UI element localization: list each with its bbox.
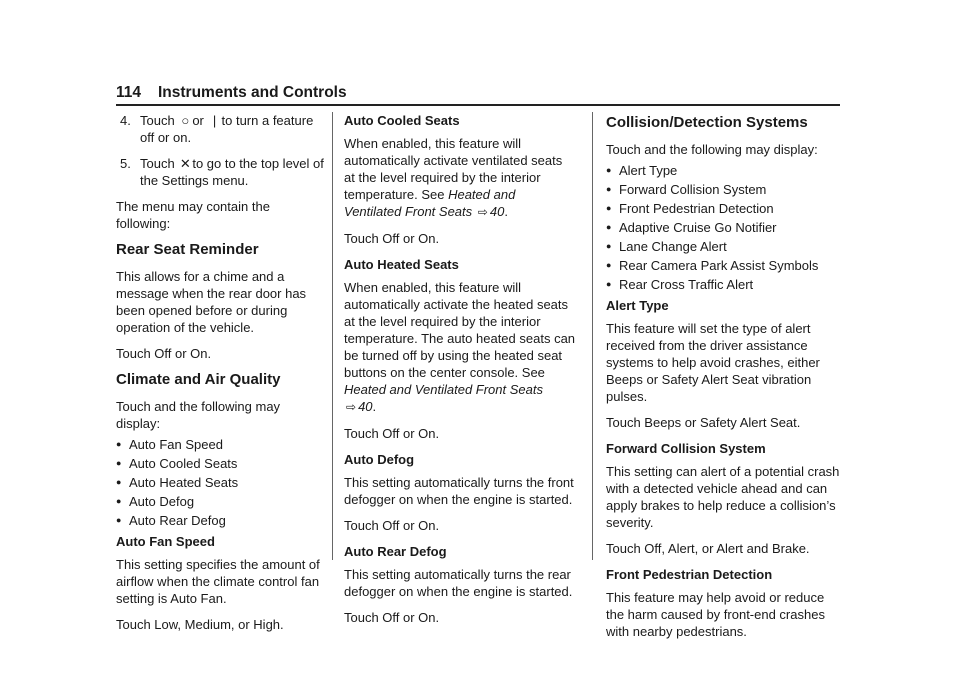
heated-heading: Auto Heated Seats (344, 257, 459, 272)
header-rule (116, 104, 840, 106)
cooled-body: When enabled, this feature will automatically activate ventilated seats at the level required by the interior temperature. See Heated and Ventilated Front Seats ⇨ 40. (344, 136, 563, 219)
list-item: ● Rear Camera Park Assist Symbols (606, 257, 842, 274)
rear-defog-body: This setting automatically turns the rear defogger on when the engine is started. (344, 567, 573, 599)
climate-list (116, 436, 324, 529)
alert-body: This feature will set the type of alert received from the driver assistance systems to help avoid crashes, either Beeps or Safety Alert Seat vibration pulses. (606, 321, 820, 404)
list-item: ● Front Pedestrian Detection (606, 200, 842, 217)
defog-heading: Auto Defog (344, 452, 415, 467)
list-item: ● Auto Rear Defog (116, 512, 324, 529)
alert-touch: Touch Beeps or Safety Alert Seat. (606, 415, 801, 430)
list-item: ● Lane Change Alert (606, 238, 842, 255)
heated-touch: Touch Off or On. (344, 426, 440, 441)
page-reference-icon: ⇨ (346, 400, 357, 414)
circle-icon: ○ (181, 113, 190, 128)
section-title: Instruments and Controls (158, 84, 347, 101)
close-icon: ✕ (179, 156, 191, 171)
bar-icon: | (212, 113, 217, 128)
collision-heading: Collision/Detection Systems (606, 114, 808, 131)
fan-touch: Touch Low, Medium, or High. (116, 617, 284, 632)
page-reference-icon: ⇨ (477, 205, 488, 219)
defog-body: This setting automatically turns the front defogger on when the engine is started. (344, 475, 574, 507)
collision-intro: Touch and the following may display: (606, 142, 818, 157)
cooled-heading: Auto Cooled Seats (344, 113, 460, 128)
fcs-touch: Touch Off, Alert, or Alert and Brake. (606, 541, 810, 556)
column-3 (606, 112, 842, 649)
list-item: ● Adaptive Cruise Go Notifier (606, 219, 842, 236)
list-item: ● Auto Defog (116, 493, 324, 510)
cross-reference-link[interactable]: Heated and Ventilated Front Seats (344, 382, 543, 397)
menu-intro: The menu may contain the following: (116, 199, 270, 231)
list-item: ● Rear Cross Traffic Alert (606, 276, 842, 293)
page-ref[interactable]: 40 (358, 399, 373, 414)
rear-seat-body: This allows for a chime and a message when the rear door has been opened before or during operation of the vehicle. (116, 269, 307, 335)
fan-heading: Auto Fan Speed (116, 534, 215, 549)
page-ref[interactable]: 40 (489, 204, 505, 219)
cross-reference-link[interactable]: Heated and Ventilated Front Seats (344, 187, 516, 219)
step-5: 5. Touch ✕ to go to the top level of the Settings menu. (120, 156, 324, 188)
defog-touch: Touch Off or On. (344, 518, 440, 533)
column-1 (116, 112, 324, 642)
collision-list (606, 162, 842, 293)
climate-intro: Touch and the following may display: (116, 399, 281, 431)
rear-seat-heading: Rear Seat Reminder (116, 241, 259, 258)
column-divider (332, 112, 333, 560)
fpd-heading: Front Pedestrian Detection (606, 567, 773, 582)
column-2 (344, 112, 576, 635)
cooled-touch: Touch Off or On. (344, 231, 440, 246)
rear-seat-touch: Touch Off or On. (116, 346, 212, 361)
rear-defog-touch: Touch Off or On. (344, 610, 440, 625)
fcs-body: This setting can alert of a potential crash with a detected vehicle ahead and can apply brakes to help reduce a collision’s severity. (606, 464, 840, 530)
list-item: ● Auto Heated Seats (116, 474, 324, 491)
page-number: 114 (116, 84, 142, 101)
list-item: ● Auto Cooled Seats (116, 455, 324, 472)
fpd-body: This feature may help avoid or reduce the harm caused by front-end crashes with nearby pedestrians. (606, 590, 825, 639)
heated-body: When enabled, this feature will automatically activate the heated seats at the level required by the interior temperature. The auto heated seats can be turned off by using the heated seat buttons on the center console. See Heated and Ventilated Front Seats ⇨ 40. (344, 280, 576, 414)
fan-body: This setting specifies the amount of airflow when the climate control fan setting is Auto Fan. (116, 557, 320, 606)
list-item: ● Forward Collision System (606, 181, 842, 198)
list-item: ● Auto Fan Speed (116, 436, 324, 453)
alert-heading: Alert Type (606, 298, 669, 313)
page-header (116, 84, 840, 104)
column-divider (592, 112, 593, 560)
step-4: 4. Touch ○ or | to turn a feature off or on. (120, 113, 314, 145)
fcs-heading: Forward Collision System (606, 441, 766, 456)
climate-heading: Climate and Air Quality (116, 371, 281, 388)
rear-defog-heading: Auto Rear Defog (344, 544, 447, 559)
list-item: ● Alert Type (606, 162, 842, 179)
